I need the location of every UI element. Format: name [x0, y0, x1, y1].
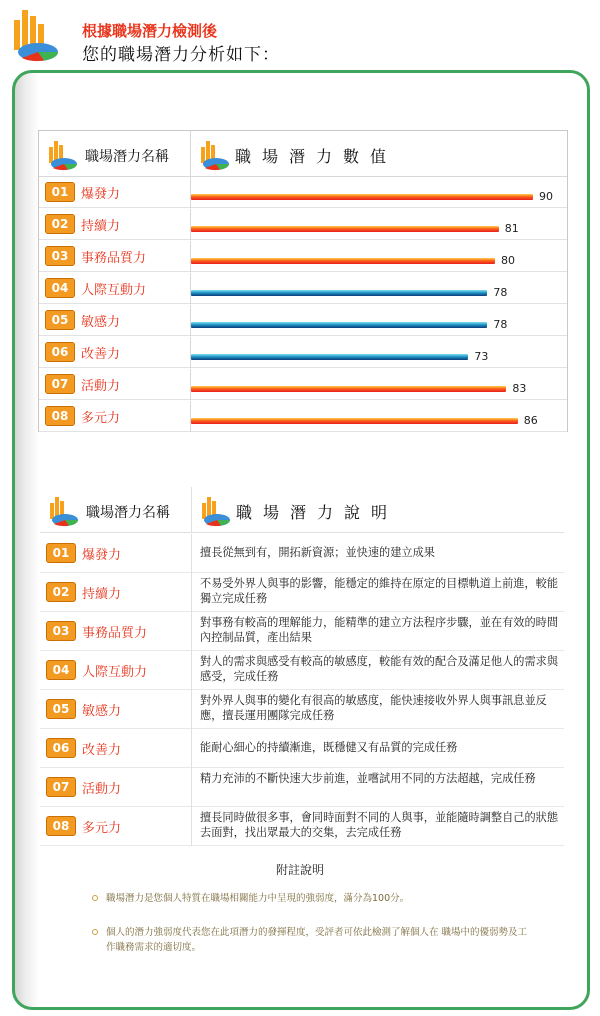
row-label-cell	[39, 401, 191, 432]
table-row	[39, 209, 567, 240]
row-category-label: 活動力	[81, 379, 121, 394]
table1-header-name	[39, 131, 191, 177]
row-category-label: 活動力	[82, 782, 122, 797]
row-number-badge: 07	[46, 777, 76, 797]
row-category-label: 多元力	[81, 411, 121, 426]
row-label-cell	[39, 369, 191, 400]
table2-col1-label: 職場潛力名稱	[86, 505, 170, 521]
table-row	[40, 807, 564, 846]
row-label-cell	[40, 573, 192, 612]
table2-header-name	[40, 487, 192, 533]
row-label-cell	[40, 768, 192, 807]
row-number-badge: 04	[45, 278, 75, 298]
chart-logo-icon	[8, 6, 60, 64]
table-row	[40, 612, 564, 651]
row-number-badge: 02	[45, 214, 75, 234]
row-category-label: 爆發力	[82, 548, 122, 563]
row-number-badge: 03	[46, 621, 76, 641]
chart-header-icon	[198, 495, 232, 527]
row-number-badge: 08	[46, 816, 76, 836]
row-category-label: 改善力	[81, 347, 121, 362]
score-bar	[191, 226, 499, 232]
table-row	[39, 305, 567, 336]
row-label-cell	[39, 177, 191, 208]
row-description: 精力充沛的不斷快速大步前進，並嚐試用不同的方法超越，完成任務	[200, 772, 536, 785]
table1-col2-label: 職場潛力數值	[235, 147, 398, 166]
table-row	[40, 651, 564, 690]
header-subtitle: 根據職場潛力檢測後	[82, 22, 218, 40]
bullet-icon	[92, 929, 98, 935]
row-description: 對事務有較高的理解能力，能精準的建立方法程序步驟，並在有效的時間內控制品質，產出結果	[200, 616, 559, 644]
row-category-label: 人際互動力	[81, 283, 147, 298]
row-label-cell	[40, 690, 192, 729]
table-row	[39, 401, 567, 432]
page-header	[0, 0, 600, 70]
table-row	[39, 177, 567, 208]
row-category-label: 事務品質力	[81, 251, 147, 266]
note-text: 職場潛力是您個人特質在職場相關能力中呈現的強弱度，滿分為100分。	[106, 893, 410, 904]
row-category-label: 持續力	[82, 587, 122, 602]
table2-header-desc	[192, 487, 564, 533]
score-value-label: 73	[474, 350, 489, 363]
row-category-label: 持續力	[81, 219, 121, 234]
table1-col1-label: 職場潛力名稱	[85, 149, 169, 165]
score-bar	[191, 322, 487, 328]
score-value-label: 83	[512, 382, 527, 395]
score-bar	[191, 258, 495, 264]
row-number-badge: 07	[45, 374, 75, 394]
row-label-cell	[40, 807, 192, 846]
row-description: 擅長從無到有，開拓新資源；並快速的建立成果	[200, 546, 435, 559]
row-category-label: 事務品質力	[82, 626, 148, 641]
row-description: 能耐心細心的持續漸進，既穩健又有品質的完成任務	[200, 741, 458, 754]
score-value-label: 78	[493, 286, 508, 299]
row-category-label: 多元力	[82, 821, 122, 836]
score-bar	[191, 386, 506, 392]
table-row	[40, 768, 564, 807]
row-number-badge: 05	[46, 699, 76, 719]
table-row	[39, 273, 567, 304]
score-value-label: 80	[501, 254, 515, 267]
score-value-label: 86	[523, 414, 538, 427]
score-bar	[191, 418, 518, 424]
row-description: 擅長同時做很多事，會同時面對不同的人與事，並能隨時調整自己的狀態去面對，找出眾最大的交集，去完成任務	[200, 811, 559, 839]
chart-header-icon	[45, 139, 79, 171]
row-label-cell	[39, 241, 191, 272]
score-value-label: 78	[493, 318, 508, 331]
row-description: 對人的需求與感受有較高的敏感度，較能有效的配合及滿足他人的需求與感受，完成任務	[200, 655, 559, 683]
bullet-icon	[92, 895, 98, 901]
score-bar	[191, 290, 487, 296]
table-row	[39, 369, 567, 400]
row-number-badge: 01	[46, 543, 76, 563]
row-category-label: 敏感力	[82, 704, 122, 719]
row-category-label: 爆發力	[81, 187, 121, 202]
row-label-cell	[40, 651, 192, 690]
row-category-label: 敏感力	[81, 315, 121, 330]
table-row	[39, 241, 567, 272]
row-label-cell	[40, 729, 192, 768]
row-number-badge: 08	[45, 406, 75, 426]
note-text: 個人的潛力強弱度代表您在此項潛力的發揮程度，受評者可依此檢測了解個人在 職場中的優弱勢及工作職務需求的適切度。	[106, 927, 528, 953]
notes-title: 附註說明	[275, 863, 324, 877]
row-number-badge: 04	[46, 660, 76, 680]
potential-score-table	[38, 130, 568, 432]
potential-description-table	[40, 487, 564, 844]
header-title: 您的職場潛力分析如下：	[82, 45, 280, 65]
table-row	[40, 690, 564, 729]
table-row	[39, 337, 567, 368]
table1-header-value	[191, 131, 567, 177]
row-label-cell	[40, 612, 192, 651]
row-label-cell	[39, 337, 191, 368]
row-label-cell	[39, 305, 191, 336]
chart-header-icon	[46, 495, 80, 527]
chart-header-icon	[197, 139, 231, 171]
row-description: 對外界人與事的變化有很高的敏感度，能快速接收外界人與事訊息並反應，擅長運用團隊完成任務	[200, 694, 547, 722]
row-number-badge: 03	[45, 246, 75, 266]
row-category-label: 人際互動力	[82, 665, 148, 680]
row-category-label: 改善力	[82, 743, 122, 758]
row-number-badge: 02	[46, 582, 76, 602]
score-bar	[191, 194, 533, 200]
row-label-cell	[39, 273, 191, 304]
row-number-badge: 06	[45, 342, 75, 362]
row-description: 不易受外界人與事的影響，能穩定的維持在原定的目標軌道上前進，較能獨立完成任務	[200, 577, 559, 605]
row-number-badge: 01	[45, 182, 75, 202]
table2-col2-label: 職場潛力說明	[236, 503, 399, 522]
table-row	[40, 573, 564, 612]
row-number-badge: 06	[46, 738, 76, 758]
score-value-label: 90	[539, 190, 553, 203]
row-number-badge: 05	[45, 310, 75, 330]
row-label-cell	[40, 534, 192, 573]
row-label-cell	[39, 209, 191, 240]
score-bar	[191, 354, 468, 360]
score-value-label: 81	[504, 222, 519, 235]
table-row	[40, 534, 564, 573]
table-row	[40, 729, 564, 768]
